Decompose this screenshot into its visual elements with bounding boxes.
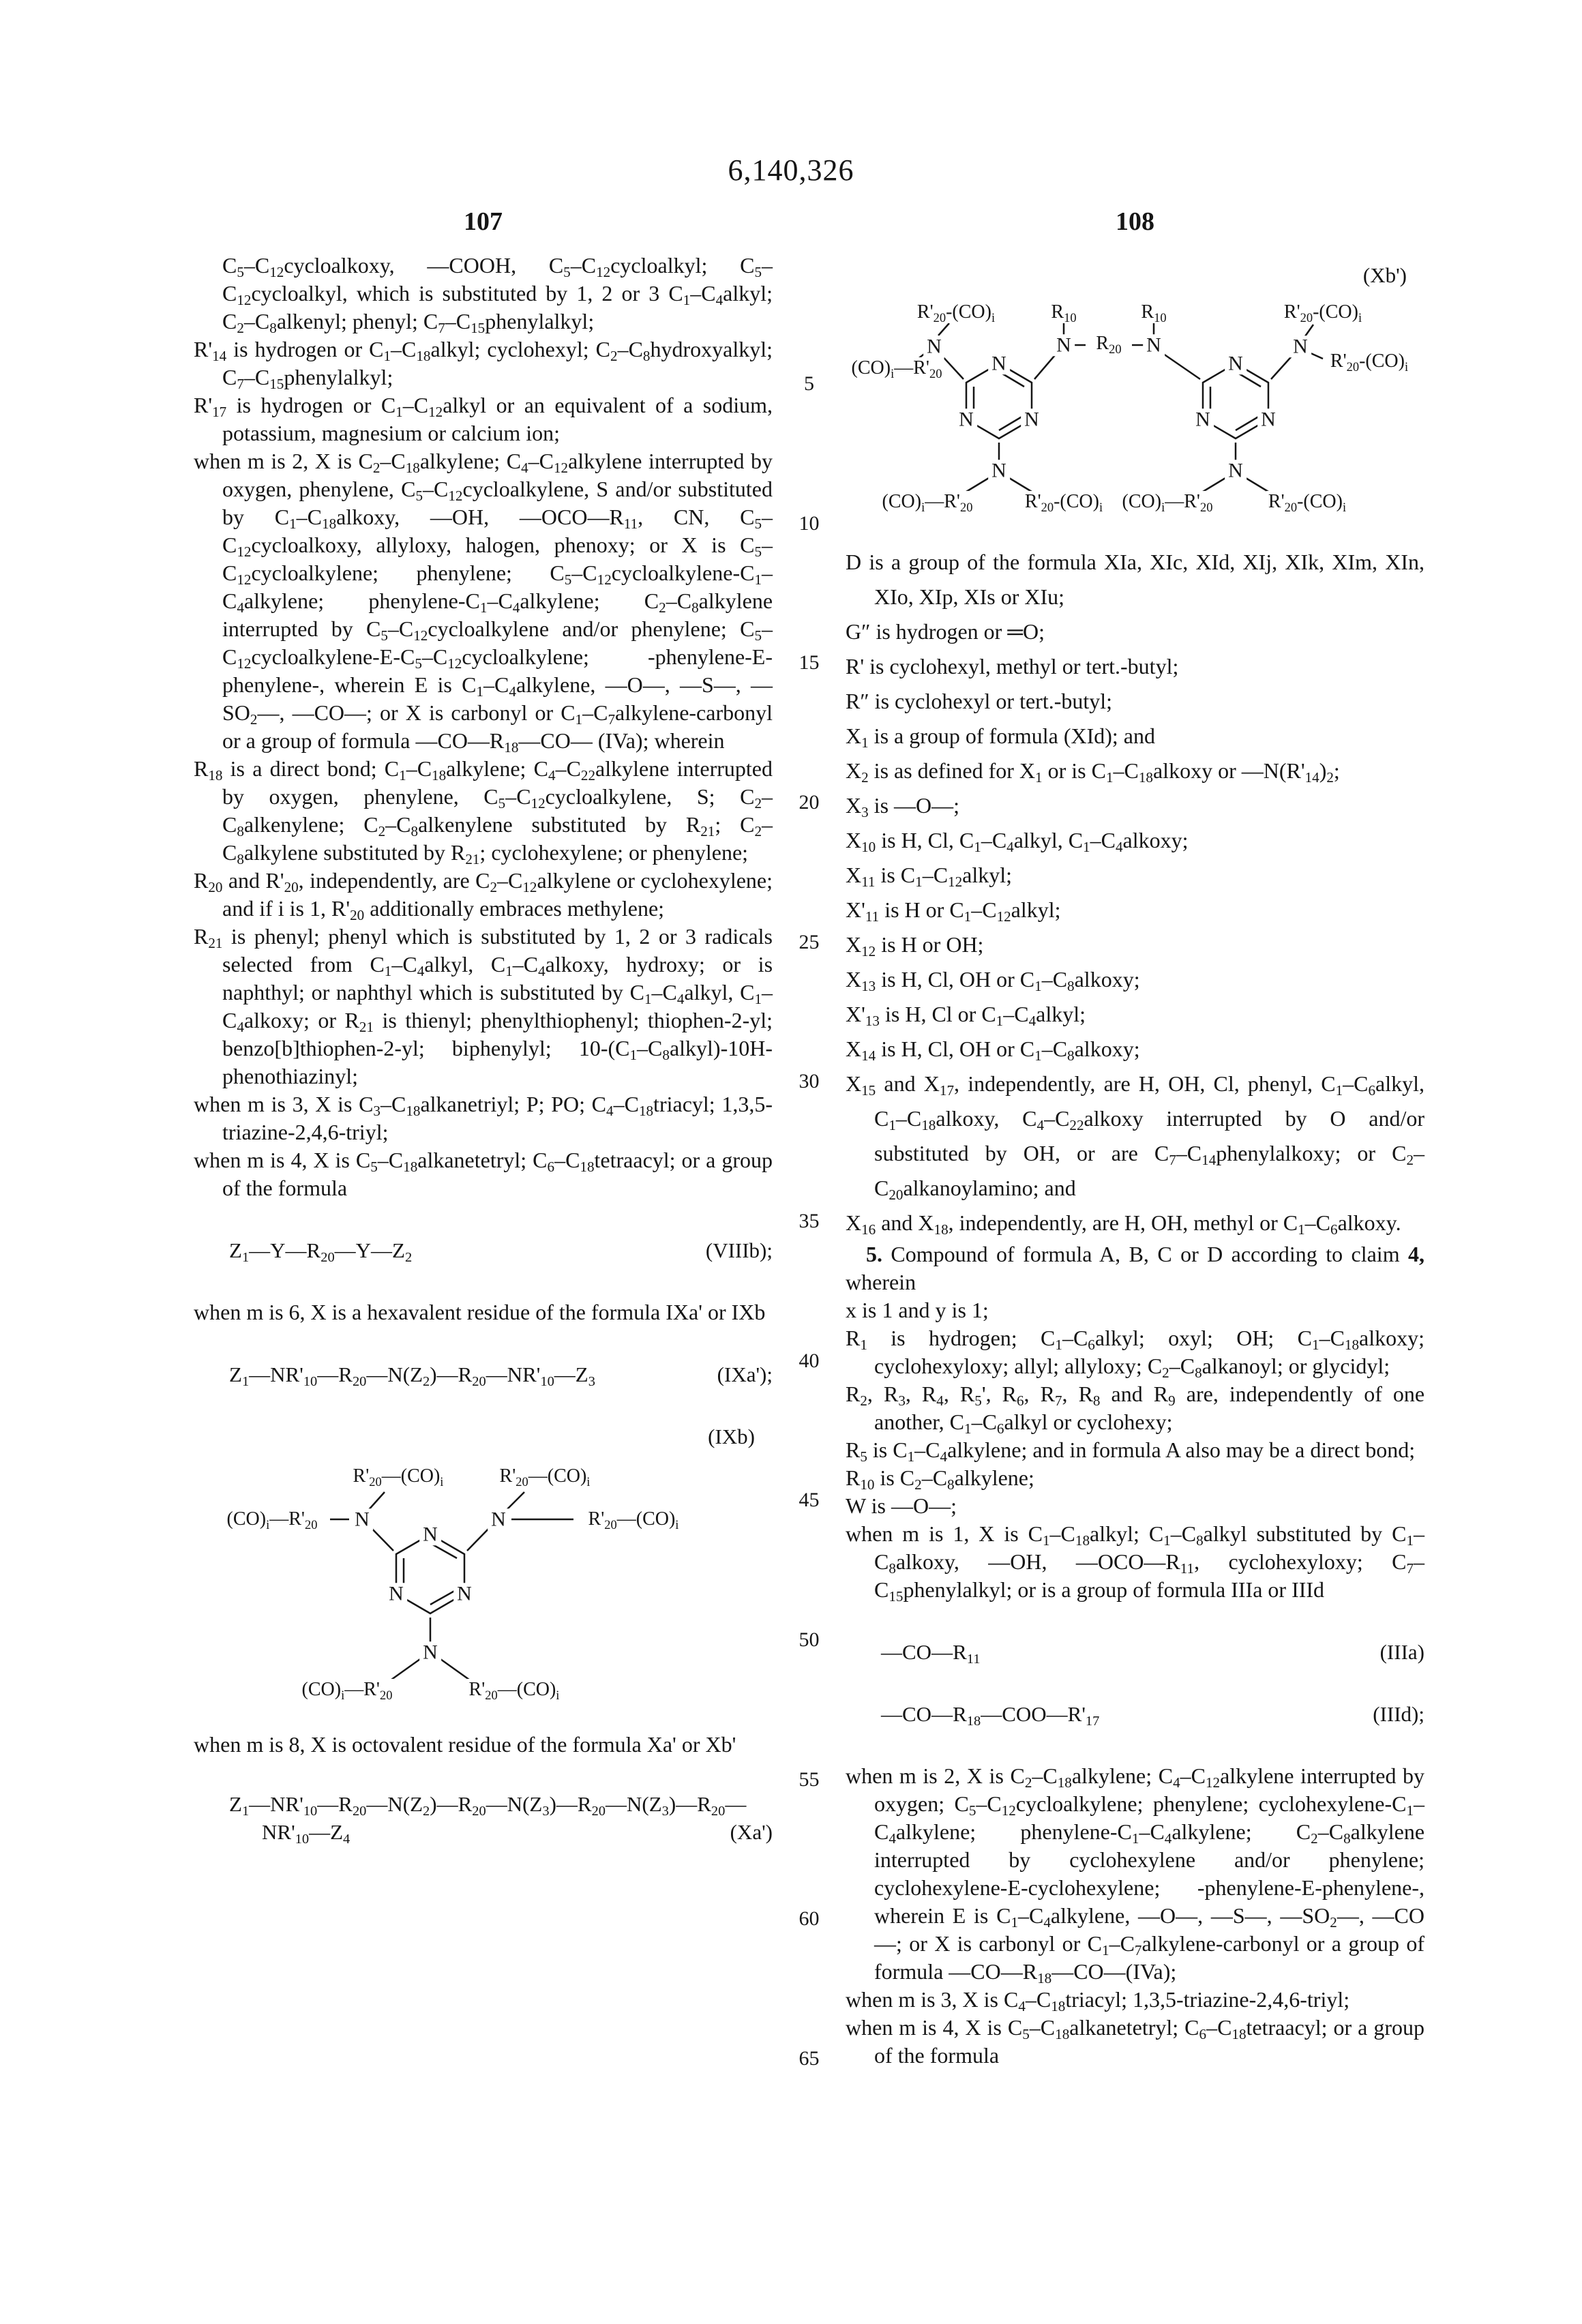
- formula-viiib: [194, 1236, 773, 1264]
- clause-when-m-4-claim: when m is 4, X is $C_5-C_{18}alkanetetryl$; $C_6-C_{18}tetraacyl$; or a group of the formula: [846, 2015, 1425, 2068]
- gutter-line-number: 45: [799, 1489, 820, 1511]
- nitrogen-atom: N: [385, 1583, 407, 1605]
- nitrogen-atom: N: [1192, 408, 1214, 430]
- label-co-r20-left: $(CO)_i—R'_{20}$: [225, 1508, 320, 1530]
- formula-iiid-body: $—CO—R_{18}—COO—R'_{17}$: [881, 1702, 1100, 1729]
- definition-w: W is —O—;: [846, 1493, 957, 1518]
- formula-xa-tag: (Xa'): [730, 1820, 773, 1844]
- claim-5: [846, 1240, 1424, 1296]
- gutter-line-number: 30: [799, 1070, 820, 1092]
- definition-g: G″ is hydrogen or ═O;: [846, 619, 1045, 644]
- gutter-line-number: 65: [799, 2047, 820, 2070]
- definitions-section: [846, 545, 1424, 1240]
- label-co-r20-bottom-left: $(CO)_i—R'_{20}$: [300, 1679, 395, 1701]
- gutter-line-numbers: [773, 252, 846, 2120]
- nitrogen-atom: N: [1225, 460, 1247, 481]
- definition-r5: $R_5$ is $C_1-C_4alkylene$; and in formula A also may be a direct bond;: [846, 1437, 1416, 1465]
- structure-ixb: [194, 1455, 773, 1710]
- definition-r-doubleprime: R″ is cyclohexyl or tert.-butyl;: [846, 689, 1113, 713]
- formula-iiid: [846, 1700, 1424, 1728]
- clause-when-m-3: when m is 3, X is $C_3-C_{18}alkanetriyl$; P; PO; $C_4-C_{18}triacyl$; 1,3,5-triazine-2,4,6-triyl;: [194, 1092, 773, 1144]
- nitrogen-atom: N: [1021, 408, 1043, 430]
- formula-ixa: [194, 1360, 773, 1388]
- claim-5-body: Compound of formula A, B, C or D according to claim: [882, 1242, 1408, 1266]
- clause-when-m-3-claim: when m is 3, X is $C_4-C_{18}triacyl$; 1,3,5-triazine-2,4,6-triyl;: [846, 1987, 1350, 2015]
- formula-iiia-tag: (IIIa): [1379, 1640, 1424, 1664]
- gutter-line-number: 50: [799, 1628, 820, 1651]
- label-r20-co-right-top: $R'_{20}-(CO)_i$: [1282, 301, 1364, 323]
- gutter-line-number: 40: [799, 1350, 820, 1372]
- ixb-bond-lines: [194, 1455, 773, 1710]
- formula-ixa-tag: (IXa');: [717, 1362, 773, 1386]
- nitrogen-atom: N: [1257, 408, 1279, 430]
- nitrogen-atom: N: [988, 460, 1010, 481]
- definition-r10: $R_{10}$ is $C_2-C_8alkylene$;: [846, 1465, 1034, 1493]
- definition-x10: $X_{10}$ is H, Cl, $C_1-C_4alkyl$, $C_1-C_4alkoxy$;: [846, 828, 1189, 856]
- structure-xb: [846, 292, 1424, 520]
- label-co-r20-left-side: $(CO)_i—R'_{20}$: [850, 357, 944, 379]
- definition-x16-x18: $X_{16}$ and $X_{18}$, independently, are H, OH, methyl or $C_1-C_6alkoxy$.: [846, 1210, 1401, 1238]
- clause-when-m-6: when m is 6, X is a hexavalent residue of the formula IXa' or IXb: [194, 1300, 766, 1324]
- label-r20-bridge: $R_{20}$: [1094, 333, 1123, 355]
- claim-4-reference: 4,: [1408, 1242, 1424, 1266]
- label-r20-co-right: $R'_{20}—(CO)_i$: [586, 1508, 681, 1530]
- definition-r14: $R'_{14}$ is hydrogen or $C_1-C_{18}alkyl$; cyclohexyl; $C_2-C_8hydroxyalkyl$; $C_7-C_{15}phenylalkyl$;: [194, 337, 773, 393]
- definition-x14: $X_{14}$ is H, Cl, OH or $C_1-C_8alkoxy$;: [846, 1037, 1140, 1064]
- nitrogen-atom: N: [955, 408, 977, 430]
- nitrogen-atom: N: [351, 1508, 373, 1530]
- definition-r18: $R_{18}$ is a direct bond; $C_1-C_{18}alkylene$; $C_4-C_{22}alkylene$ interrupted by oxygen, phenylene, $C_5-C_{12}cycloalkylene$, S; $C_2-C_8alkenylene$; $C_2-C_8alkenylene$ substituted by $R_{21}$; $C_2-C_8alkylene$ substituted by $R_{21}$; cyclohexylene; or phenylene;: [194, 756, 773, 868]
- column-number-right: 108: [1116, 207, 1154, 236]
- definition-x13-prime: $X'_{13}$ is H, Cl or $C_1-C_4alkyl$;: [846, 1002, 1086, 1030]
- structure-ixb-tag: (IXb): [708, 1425, 755, 1448]
- gutter-line-number: 25: [799, 931, 820, 953]
- column-number-left: 107: [464, 207, 503, 236]
- gutter-line-number: 15: [799, 651, 820, 674]
- gutter-line-number: 10: [799, 512, 820, 535]
- nitrogen-atom: N: [419, 1523, 441, 1545]
- clause-when-m-2: when m is 2, X is $C_2-C_{18}alkylene$; $C_4-C_{12}alkylene$ interrupted by oxygen, phenylene, $C_5-C_{12}cycloalkylene$, S and/or substituted by $C_1-C_{18}alkoxy$, —OH, $—OCO—R_{11}$, CN, $C_5-C_{12}cycloalkoxy$, allyloxy, halogen, phenoxy; or X is $C_5-C_{12}cycloalkylene$; phenylene; $C_5-C_{12}cycloalkylene-C_1-C_4alkylene$; phenylene-$C_1-C_4alkylene$; $C_2-C_8alkylene$ interrupted by $C_5-C_{12}cycloalkylene$ and/or phenylene; $C_5-C_{12}cycloalkylene-E-C_5-C_{12}cycloalkylene$; -phenylene-E-phenylene-, wherein E is $C_1-C_4alkylene$, —O—, —S—, $—SO_2—$, —CO—; or X is carbonyl or $C_1-C_7alkylene$-carbonyl or a group of formula $—CO—R_{18}—CO—$ (IVa); wherein: [194, 449, 773, 756]
- paragraph-intro-continued: $C_5-C_{12}cycloalkoxy$, —COOH, $C_5-C_{12}cycloalkyl$; $C_5-C_{12}cycloalkyl$, which is substituted by 1, 2 or 3 $C_1-C_4alkyl$; $C_2-C_8alkenyl$; phenyl; $C_7-C_{15}phenylalkyl$;: [222, 253, 773, 337]
- definition-r1: $R_1$ is hydrogen; $C_1-C_6alkyl$; oxyl; OH; $C_1-C_{18}alkoxy$; cyclohexyloxy; allyl; allyloxy; $C_2-C_8alkanoyl$; or glycidyl;: [846, 1326, 1425, 1382]
- nitrogen-atom: N: [488, 1508, 509, 1530]
- definition-x12: $X_{12}$ is H or OH;: [846, 932, 984, 960]
- claim-5-number: 5.: [866, 1242, 882, 1266]
- nitrogen-atom: N: [453, 1583, 475, 1605]
- definition-x15-x17: $X_{15}$ and $X_{17}$, independently, are H, OH, Cl, phenyl, $C_1-C_6alkyl$, $C_1-C_{18}alkoxy$, $C_4-C_{22}alkoxy$ interrupted by O and/or substituted by OH, or are $C_7-C_{14}phenylalkoxy$; or $C_2-C_{20}alkanoylamino$; and: [846, 1071, 1425, 1204]
- formula-viiib-body: $Z_1—Y—R_{20}—Y—Z_2$: [229, 1238, 413, 1266]
- patent-number: 6,140,326: [728, 153, 854, 187]
- nitrogen-atom: N: [923, 336, 945, 357]
- gutter-line-number: 35: [799, 1210, 820, 1232]
- page-body: [194, 252, 1582, 2120]
- definition-x2: $X_2$ is as defined for $X_1$ or is $C_1-C_{18}alkoxy$ or $—N(R'_{14})_2$;: [846, 758, 1340, 786]
- label-r20-co-top-right: $R'_{20}—(CO)_i$: [498, 1465, 593, 1487]
- label-r20-co-bottom-right: $R'_{20}—(CO)_i$: [467, 1679, 562, 1701]
- nitrogen-atom: N: [1053, 334, 1075, 356]
- definition-r21: $R_{21}$ is phenyl; phenyl which is substituted by 1, 2 or 3 radicals selected from $C_1-C_4alkyl$, $C_1-C_4alkoxy$, hydroxy; or is naphthyl; or naphthyl which is substituted by $C_1-C_4alkyl$, $C_1-C_4alkoxy$; or $R_{21}$ is thienyl; phenylthiophenyl; thiophen-2-yl; benzo[b]thiophen-2-yl; biphenylyl; $10-(C_1-C_8alkyl)-10H$-phenothiazinyl;: [194, 924, 773, 1088]
- definition-r2-r9: $R_2$, $R_3$, $R_4$, $R_5'$, $R_6$, $R_7$, $R_8$ and $R_9$ are, independently of one another, $C_1-C_6alkyl$ or cyclohexy;: [846, 1382, 1425, 1437]
- label-r20-co-right-side: $R'_{20}-(CO)_i$: [1328, 351, 1410, 372]
- gutter-line-number: 5: [804, 372, 814, 395]
- definition-r-prime: R' is cyclohexyl, methyl or tert.-butyl;: [846, 654, 1179, 679]
- nitrogen-atom: N: [419, 1641, 441, 1663]
- nitrogen-atom: N: [1143, 334, 1165, 356]
- label-r20-co-left-top: $R'_{20}-(CO)_i$: [915, 301, 997, 323]
- formula-xa: [194, 1790, 773, 1846]
- clause-when-m-8: when m is 8, X is octovalent residue of the formula Xa' or Xb': [194, 1732, 736, 1757]
- formula-ixa-body: $Z_1—NR'_{10}—R_{20}—N(Z_2)—R_{20}—NR'_{10}—Z_3$: [229, 1362, 595, 1390]
- right-column: [846, 252, 1424, 2070]
- clause-when-m-1: when m is 1, X is $C_1-C_{18}alkyl$; $C_1-C_8alkyl$ substituted by $C_1-C_8alkoxy$, —OH, $—OCO—R_{11}$, cyclohexyloxy; $C_7-C_{15}phenylalkyl$; or is a group of formula IIIa or IIId: [846, 1521, 1425, 1605]
- definition-x13: $X_{13}$ is H, Cl, OH or $C_1-C_8alkoxy$;: [846, 967, 1140, 995]
- clause-when-m-2-claim: when m is 2, X is $C_2-C_{18}alkylene$; $C_4-C_{12}alkylene$ interrupted by oxygen; $C_5-C_{12}cycloalkylene$; phenylene; cyclohexylene-$C_1-C_4alkylene$; phenylene-$C_1-C_4alkylene$; $C_2-C_8alkylene$ interrupted by cyclohexylene and/or phenylene; cyclohexylene-E-cyclohexylene; -phenylene-E-phenylene-, wherein E is $C_1-C_4alkylene$, —O—, —S—, $—SO_2—$, —CO—; or X is carbonyl or $C_1-C_7alkylene$-carbonyl or a group of formula $—CO—R_{18}—CO—(IVa)$;: [846, 1763, 1425, 1987]
- definition-x1: $X_1$ is a group of formula (XId); and: [846, 724, 1155, 751]
- formula-iiia: [846, 1638, 1424, 1666]
- formula-xa-line2: $NR'_{10}—Z_4$: [262, 1820, 350, 1847]
- label-co-r20-right-bottom-left: $(CO)_i—R'_{20}$: [1120, 491, 1215, 513]
- formula-viiib-tag: (VIIIb);: [705, 1238, 773, 1262]
- xb-bond-lines: [846, 292, 1424, 520]
- definition-r20: $R_{20}$ and $R'_{20}$, independently, are $C_2-C_{12}alkylene$ or cyclohexylene; and if i is 1, $R'_{20}$ additionally embraces methylene;: [194, 868, 773, 924]
- definition-x11-prime: $X'_{11}$ is H or $C_1-C_{12}alkyl$;: [846, 897, 1061, 925]
- definition-x3: $X_3$ is —O—;: [846, 793, 960, 821]
- nitrogen-atom: N: [1289, 336, 1311, 357]
- clause-when-m-4: when m is 4, X is $C_5-C_{18}alkanetetryl$; $C_6-C_{18}tetraacyl$; or a group of the formula: [194, 1148, 773, 1200]
- formula-iiia-body: $—CO—R_{11}$: [881, 1640, 981, 1667]
- gutter-line-number: 20: [799, 791, 820, 814]
- definition-x11: $X_{11}$ is $C_1-C_{12}alkyl$;: [846, 863, 1013, 891]
- formula-iiid-tag: (IIId);: [1373, 1702, 1424, 1726]
- formula-xa-line1: $Z_1—NR'_{10}—R_{20}—N(Z_2)—R_{20}—N(Z_3)—R_{20}—N(Z_3)—R_{20}—$: [229, 1792, 747, 1819]
- nitrogen-atom: N: [988, 353, 1010, 374]
- column-headers: [194, 207, 1582, 237]
- claim-5-wherein: wherein: [846, 1270, 916, 1294]
- label-r20-co-left-bottom-right: $R'_{20}-(CO)_i$: [1023, 491, 1105, 513]
- label-r20-co-top-left: $R'_{20}—(CO)_i$: [351, 1465, 446, 1487]
- gutter-line-number: 60: [799, 1907, 820, 1930]
- label-r10-left: $R_{10}$: [1049, 301, 1078, 323]
- left-column: [194, 252, 773, 1866]
- nitrogen-atom: N: [1225, 353, 1247, 374]
- label-r20-co-right-bottom-right: $R'_{20}-(CO)_i$: [1266, 491, 1348, 513]
- definition-x-y: x is 1 and y is 1;: [846, 1298, 989, 1322]
- definition-d: D is a group of the formula XIa, XIc, XId, XIj, XIk, XIm, XIn, XIo, XIp, XIs or XIu;: [846, 550, 1424, 609]
- label-co-r20-left-bottom-left: $(CO)_i—R'_{20}$: [880, 491, 975, 513]
- label-r10-right: $R_{10}$: [1139, 301, 1168, 323]
- structure-xb-tag: (Xb'): [1362, 263, 1407, 287]
- gutter-line-number: 55: [799, 1768, 820, 1791]
- definition-r17: $R'_{17}$ is hydrogen or $C_1-C_{12}alkyl$ or an equivalent of a sodium, potassium, magnesium or calcium ion;: [194, 393, 773, 445]
